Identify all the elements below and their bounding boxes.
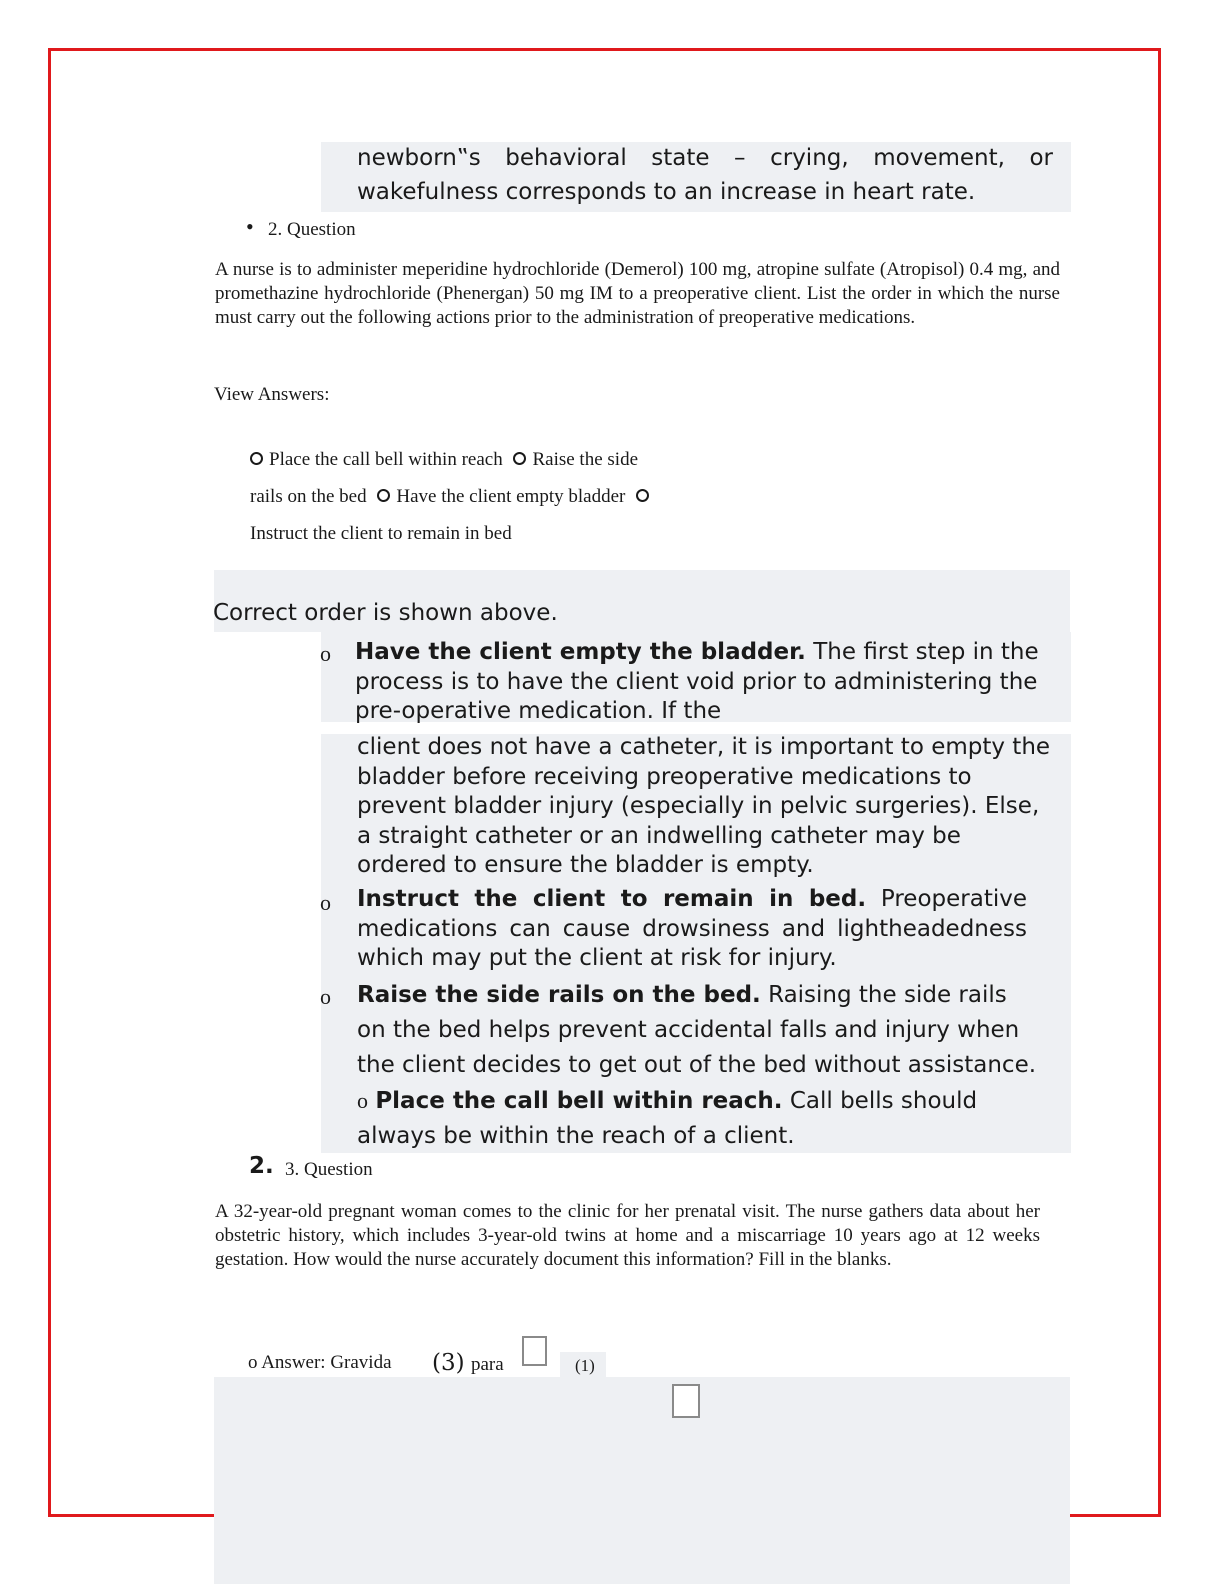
radio-circle-icon[interactable]	[250, 452, 263, 465]
explanation-3-body: Raising the side rails on the bed helps prevent accidental falls and injury when the client decides to get out of the bed without assistance.	[357, 982, 1037, 1078]
para-label: para	[471, 1354, 504, 1375]
question-2-heading: 2. Question	[268, 219, 356, 240]
previous-answer-continuation: newborn‟s behavioral state – crying, movement, or wakefulness corresponds to an increase in heart rate.	[357, 145, 1053, 205]
question-3-text: A 32-year-old pregnant woman comes to the clinic for her prenatal visit. The nurse gathers data about her obstetric history, which includes 3-year-old twins at home and a miscarriage 10 years ago at 12 weeks gestation. How would the nurse accurately document this information? Fill in the blanks.	[215, 1201, 1040, 1270]
answer-options-list	[250, 441, 660, 552]
answer-option[interactable]: Have the client empty bladder	[396, 486, 626, 507]
explanation-1-continued: client does not have a catheter, it is important to empty the bladder before receiving preoperative medications to prevent bladder injury (especially in pelvic surgeries). Else, a straight catheter or an indwelling catheter may be ordered to ensure the bladder is empty.	[357, 734, 1051, 878]
bullet-icon: o	[320, 890, 331, 915]
list-number: 2.	[249, 1153, 274, 1179]
explanation-2	[357, 885, 1027, 974]
highlight-block-question3-answer	[214, 1377, 1070, 1584]
answer-line	[248, 1352, 392, 1374]
question-3-heading: 3. Question	[285, 1159, 373, 1180]
correct-order-label: Correct order is shown above.	[213, 600, 558, 626]
explanation-3	[357, 978, 1037, 1154]
explanation-3-title: Raise the side rails on the bed.	[357, 982, 761, 1008]
radio-circle-icon[interactable]	[513, 452, 526, 465]
radio-circle-icon[interactable]	[636, 489, 649, 502]
bullet-icon: o	[320, 641, 331, 666]
answer-prefix: o Answer: Gravida	[248, 1352, 392, 1373]
view-answers-label: View Answers:	[214, 384, 330, 405]
bullet-icon: o	[357, 1088, 368, 1113]
bullet-icon: o	[320, 984, 331, 1009]
explanation-1-title: Have the client empty the bladder.	[355, 639, 806, 665]
answer-option[interactable]: Raise the side rails on the bed	[250, 449, 638, 507]
explanation-2-title: Instruct the client to remain in bed.	[357, 886, 867, 912]
para-value: (1)	[575, 1356, 595, 1375]
answer-option[interactable]: Place the call bell within reach	[269, 449, 503, 470]
bullet-icon: •	[246, 214, 254, 239]
answer-input-box[interactable]	[672, 1384, 700, 1418]
explanation-2-body: Preoperative medications can cause drowsiness and lightheadedness which may put the client at risk for injury.	[357, 886, 1027, 971]
explanation-1-body: The first step in the process is to have the client void prior to administering the pre-operative medication. If the	[355, 639, 1039, 724]
gravida-value: (3)	[432, 1350, 465, 1376]
explanation-4-body: Call bells should always be within the reach of a client.	[357, 1088, 978, 1149]
explanation-1	[355, 638, 1055, 727]
para-input-box[interactable]	[522, 1336, 547, 1366]
explanation-4-title: Place the call bell within reach.	[375, 1088, 783, 1114]
radio-circle-icon[interactable]	[377, 489, 390, 502]
question-2-text: A nurse is to administer meperidine hydrochloride (Demerol) 100 mg, atropine sulfate (Atropisol) 0.4 mg, and promethazine hydrochloride (Phenergan) 50 mg IM to a preoperative client. List the order in which the nurse must carry out the following actions prior to the administration of preoperative medications.	[215, 259, 1060, 328]
answer-option[interactable]: Instruct the client to remain in bed	[250, 523, 512, 544]
